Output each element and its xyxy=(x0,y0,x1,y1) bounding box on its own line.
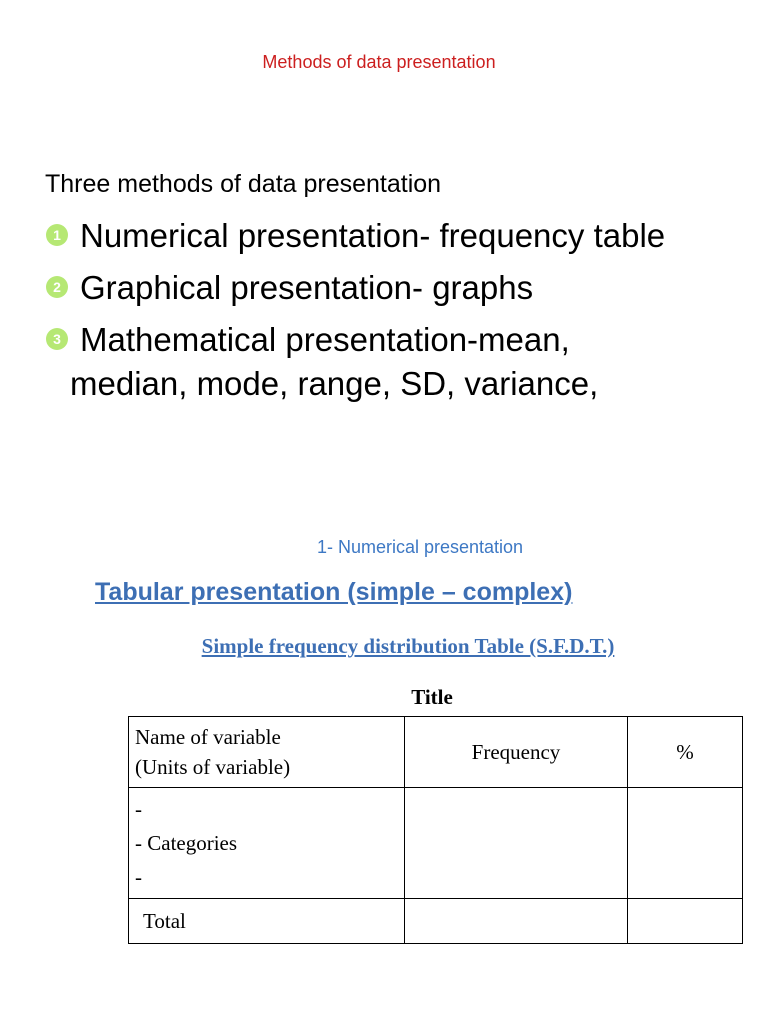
total-frequency-cell xyxy=(405,899,628,944)
page-title: Methods of data presentation xyxy=(262,52,496,72)
total-label: Total xyxy=(129,899,405,944)
table-row xyxy=(129,788,743,899)
method-label: Graphical presentation- graphs xyxy=(80,269,534,306)
variable-units-label: (Units of variable) xyxy=(135,755,291,779)
frequency-table xyxy=(128,716,743,944)
method-item-graphical xyxy=(46,266,746,310)
categories-cell xyxy=(129,788,405,899)
table-header-row xyxy=(129,717,743,788)
method-item-numerical xyxy=(46,214,746,258)
table-total-row xyxy=(129,899,743,944)
methods-list xyxy=(46,214,746,414)
number-2-icon: 2 xyxy=(46,276,68,298)
category-line: - xyxy=(135,865,142,889)
sfdt-heading: Simple frequency distribution Table (S.F.D.T.) xyxy=(201,634,615,658)
method-item-mathematical xyxy=(46,318,746,406)
method-label-continuation: median, mode, range, SD, variance, xyxy=(70,365,599,402)
variable-name-label: Name of variable xyxy=(135,725,281,749)
number-3-icon: 3 xyxy=(46,328,68,350)
header-cell-variable xyxy=(129,717,405,788)
table-title: Title xyxy=(411,685,453,709)
percent-cell xyxy=(628,788,743,899)
number-1-icon: 1 xyxy=(46,224,68,246)
frequency-cell xyxy=(405,788,628,899)
intro-text: Three methods of data presentation xyxy=(45,170,442,198)
method-label: Numerical presentation- frequency table xyxy=(80,217,666,254)
category-line: - Categories xyxy=(135,831,238,855)
header-cell-frequency: Frequency xyxy=(405,717,628,788)
section-subheading: 1- Numerical presentation xyxy=(316,537,524,557)
header-cell-percent: % xyxy=(628,717,743,788)
total-percent-cell xyxy=(628,899,743,944)
category-line: - xyxy=(135,797,142,821)
tabular-heading: Tabular presentation (simple – complex) xyxy=(95,578,573,606)
method-label: Mathematical presentation-mean, xyxy=(80,321,570,358)
